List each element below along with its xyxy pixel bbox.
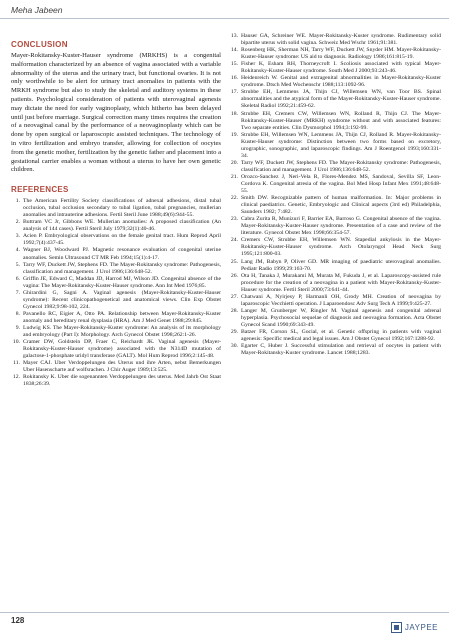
reference-text: Acien P. Embryological observations on the female genital tract. Hum Reprod April 1992;7(4):437-45.	[23, 233, 221, 247]
reference-number: 22.	[230, 195, 238, 202]
reference-number: 30.	[230, 343, 238, 350]
reference-item	[230, 33, 441, 47]
reference-text: Tarry WF, Duckett JW, Stephens FD. The Mayer-Rokitansky syndrome: Pathogenesis, classification and management. J Urol 1986;136:648-52.	[23, 261, 221, 275]
reference-item	[230, 61, 441, 75]
reference-item	[11, 198, 221, 219]
reference-text: Hauser GA, Schreiner WE. Mayer-Rokitansky-Kuster syndrome. Rudimentary solid bipartite uterus with solid vagina. Schweiz Med Wschr 1961;91:381.	[241, 33, 441, 47]
reference-number: 23.	[230, 216, 238, 223]
publisher-name: JAYPEE	[404, 623, 438, 632]
reference-text: Fisher K, Esham RH, Thorneycroft I. Scoliosis associated with typical Mayer-Rokitansky-Kuster-Hauser syndrome. South Med J 2000;93:243-46.	[241, 61, 441, 75]
reference-text: Cremers CW, Strubbe EH, Willemsen WN. Stapedial ankylosis in the Mayer-Rokitansky-Kuster-Hauser syndrome. Arch Otolaryngol Head Neck Surg 1995;121:800-03.	[241, 237, 441, 258]
reference-text: The American Fertility Society classifications of adnexal adhesions, distal tubal occlusion, tubal occlusion secondary to tubal ligation, tubal pregnancies, mullerian anomalies and intrauterine adhesions. Fertil Steril June 1988;49(6):944-55.	[23, 198, 221, 219]
reference-number: 2.	[15, 219, 20, 226]
reference-number: 13.	[230, 33, 238, 39]
reference-item	[11, 339, 221, 360]
reference-item	[230, 308, 441, 329]
reference-item	[230, 47, 441, 61]
reference-item	[230, 216, 441, 237]
reference-item	[11, 325, 221, 339]
reference-text: Heidenreich W. Genital and extragenital abnormalities in Mayer-Rokitansky-Kuster syndrome. Dtsch Med Wochenschr 1988;113:1092-96.	[241, 75, 441, 89]
reference-item	[11, 219, 221, 233]
reference-number: 12.	[12, 374, 20, 381]
reference-number: 18.	[230, 110, 238, 117]
reference-number: 10.	[12, 339, 20, 346]
reference-number: 1.	[15, 198, 20, 205]
page-number: 128	[11, 616, 25, 625]
reference-text: Ludwig KS. The Mayer-Rokitansky-Kuster syndrome: An analysis of its morphology and embryology (Part I): Morphology. Arch Gynecol Obstet 1998;262:1-26.	[23, 325, 221, 339]
reference-number: 27.	[230, 293, 238, 300]
reference-item	[11, 360, 221, 374]
conclusion-text: Mayer-Rokitansky-Kuster-Hauser syndrome (MRKHS) is a congenital malformation characterized by an absence of vagina associated with a variable abnormality of the uterus and the urinary tract, but functional ovaries. It is not only worthwhile to be alert for urinary tract anomalies in patients with the MRKH syndrome but also to study the skeletal and auditory systems in these patients. Psychological consideration of patients with uterovaginal agenesis may dictate the need for early vaginoplasty, which hitherto has been delayed until just before marriage. Surgical correction many times requires the creation of a neovaginal canal by the performance of a neovaginoplasty which can be done by open surgical or laparoscopic assisted techniques. The technology of in vitro fertilization and embryo transfer, allowing for collection of oocytes from the genetic mother, fertilization by the genetic father and placement into a gestational carrier enables a woman without a uterus to have her own genetic children.	[11, 52, 221, 174]
jaypee-logo-icon	[391, 622, 402, 633]
reference-text: Pavanello RC, Eigier A, Otto PA. Relationship between Mayer-Rokitansky-Kuster anomaly and hereditary renal dysplasia (HRA). Am J Med Genet 1988;29:845.	[23, 310, 221, 324]
reference-text: Mayer CAJ. Uber Verdoppelungen des Uterus und ihre Arten, nebst Bemerkungen Uber Hasenscharte auf wolfsrachen. J Chir Auger 1989;13:525.	[23, 360, 221, 374]
reference-item	[230, 111, 441, 132]
reference-number: 20.	[230, 159, 238, 166]
reference-number: 29.	[230, 328, 238, 335]
reference-number: 24.	[230, 237, 238, 244]
reference-number: 16.	[230, 75, 238, 82]
reference-item	[230, 294, 441, 308]
reference-number: 28.	[230, 307, 238, 314]
reference-text: Egarter C, Huber J. Successful stimulation and retrieval of oocytes in patient with Mayer-Rokitansky-Kuster syndrome. Lancet 1988;1283.	[241, 343, 441, 357]
reference-number: 8.	[15, 310, 20, 317]
reference-text: Griffin JE, Edward C, Maddan JD, Harrod MJ, Wilson JD. Congenital absence of the vagina: The Mayer-Rokitansky-Kuster-Hauser syndrome. Ann Int Med 1976;85.	[23, 275, 221, 289]
conclusion-heading: CONCLUSION	[11, 40, 68, 49]
reference-text: Batzer FR, Corson SL, Gocial, et al. Genetic offspring in patients with vaginal agenesis: Specific medical and legal issues. Am J Obstet Gynecol 1992;167:1288-92.	[241, 328, 441, 343]
reference-number: 6.	[15, 275, 20, 282]
reference-item	[230, 75, 441, 89]
references-heading: REFERENCES	[11, 185, 69, 195]
reference-item	[11, 233, 221, 247]
reference-number: 25.	[230, 258, 238, 265]
reference-text: Langer M, Grunberger W, Ringler M. Vaginal agenesis and congenital adrenal hyperplasia. Psychosocial sequelae of diagnosis and neovagina formation. Acta Obstet Gynecol Scand 1990;69:343-49.	[241, 307, 441, 328]
publisher-mark	[391, 622, 438, 633]
reference-text: Tarry WF, Duckett JW, Stephens FD. The Mayer-Rokitansky syndrome: Pathogenesis, classification and management. J Urol 1986;136:648-52.	[241, 159, 441, 173]
reference-text: Chatwani A, Nyirjesy P, Harmanli OH, Grody MH. Creation of neovagina by laparoscopic Vecchietti operation. J Laparoendosc Adv Surg Tech A 1999;9:425-27.	[241, 293, 441, 307]
reference-text: Smith DW. Recognizable pattern of human malformation. In: Major problems in clinical paediatrics. Genetic, Embryologic and Clinical aspects (3rd ed) Philadelphia, Saunders 1982; 7:482.	[241, 195, 441, 216]
reference-number: 9.	[15, 325, 20, 331]
references-list-left	[11, 198, 221, 388]
reference-number: 7.	[15, 289, 20, 296]
reference-item	[11, 290, 221, 311]
right-column	[230, 33, 441, 357]
left-column	[11, 40, 221, 388]
reference-number: 4.	[15, 247, 20, 254]
reference-text: Ota H, Tanaka J, Murakami M, Murata M, Fukuda J, et al. Laparoscopy-assisted rule procedure for the creation of a neovagina in a patient with Mayer-Rokitansky-Kuster-Hauser syndrome. Fertil Steril 2000;73:641-44.	[241, 272, 441, 293]
reference-number: 3.	[15, 233, 20, 240]
reference-item	[230, 329, 441, 343]
reference-text: Strubbe EH, Lemmens JA, Thijn CJ, Willemsen WN, van Toor BS. Spinal abnormalities and the atypical form of the Mayer-Rokitansky-Kuster-Hauser syndrome. Skeletal Radiol 1992;21:459-62.	[241, 89, 441, 110]
reference-number: 26.	[230, 272, 238, 279]
reference-item	[230, 89, 441, 110]
reference-text: Strubbe EH, Willemsen WN, Lemmens JA, Thijn CJ, Rolland R. Mayer-Rokitansky-Kuster-Hauser syndrome: Distinction between two forms based on excretory, urographic, sonographic, and laparoscopic findings. Am J Roentgenol 1993;160:331-34.	[241, 131, 441, 159]
reference-text: Orozco-Sanchez J, Neri-Vela R, Flores-Mendez MS, Sandoval, Sevilla SF, Leon-Cordova K. Congenital atresia of the vagina. Bol Med Hosp Infant Mex 1991;48:648-55.	[241, 173, 441, 195]
reference-item	[11, 311, 221, 325]
footer-rule	[0, 612, 449, 613]
reference-text: Rokitansky K. Uber die sogenannten Verdoppelungen des uterus. Med Jahrb Ost Staat 1838;26:39.	[23, 374, 221, 388]
header-rule	[0, 18, 449, 19]
reference-item	[230, 237, 441, 258]
reference-text: Wagner BJ, Woodward PJ. Magnetic resonance evaluation of congenital uterine anomalies. Semin Ultrasound CT MR Feb 1994;15(1):4-17.	[23, 247, 221, 261]
reference-text: Rosenberg HK, Sherman NH, Tarry WF, Duckett JW, Snyder HM. Mayer-Rokitansky-Kuster-Hauser syndrome: US aid to diagnosis. Radiology 1986;161:815-19.	[241, 47, 441, 61]
reference-number: 19.	[230, 131, 238, 138]
reference-text: Buttram VC Jr, Gibbons WE. Mullerian anomalies: A proposed classification (An analysis of 144 cases). Fertil Steril July 1979;32(1):40-46.	[23, 219, 221, 233]
reference-text: Strubbe EH, Cremers CW, Willemsen WN, Rolland R, Thijn CJ. The Mayer-Rokitansky-Kuster-Hauser (MRKH) syndrome without and with associated features: Two separate entities. Clin Dysmorphol 1994;3:192-99.	[241, 110, 441, 131]
reference-number: 5.	[15, 261, 20, 268]
reference-item	[230, 132, 441, 160]
reference-item	[230, 195, 441, 216]
reference-item	[230, 273, 441, 294]
reference-item	[230, 259, 441, 273]
reference-text: Cramer DW, Goldstein DP, Fraer C, Reichardt JK. Vaginal agenesis (Mayer-Rokitansky-Kuster-Hauser syndrome) associated with the N314D mutation of galactose-1-phosphate uridyl transferase (GALT). Mol Hum Reprod 1996;2:145-48.	[23, 339, 221, 360]
reference-text: Lang JM, Babyn P, Oliver GD. MR imaging of paediatric uterovaginal anomalies. Pediatr Radio 1999;29:163-70.	[241, 258, 441, 272]
reference-item	[11, 374, 221, 388]
reference-number: 11.	[13, 360, 20, 367]
reference-number: 15.	[230, 61, 238, 68]
reference-item	[11, 247, 221, 261]
reference-number: 14.	[230, 47, 238, 54]
reference-item	[230, 343, 441, 357]
running-header-author: Meha Jabeen	[11, 5, 63, 15]
reference-text: Cabra Zurita R, Munizuri F, Barrier EA, Barroso G. Congenital absence of the vagina. Mayer-Rokitansky-Kuster-Hauser syndrome. Presentation of a case and review of the literature. Gynecol Obstet Mex 1998;66:354-57.	[241, 216, 441, 237]
reference-item	[11, 262, 221, 276]
reference-item	[11, 276, 221, 290]
reference-item	[230, 174, 441, 195]
reference-number: 21.	[230, 173, 238, 180]
reference-text: Ghirardini G, Sagni A. Vaginal agenesis (Mayer-Rokitansky-Kuster-Hauser syndrome): Recent clinicopathogenetical and anatomical views. Clin Exp Obstet Gynecol 1982;9:98-102, 224.	[23, 289, 221, 310]
references-list-right	[230, 33, 441, 357]
reference-item	[230, 160, 441, 174]
reference-number: 17.	[230, 89, 238, 96]
